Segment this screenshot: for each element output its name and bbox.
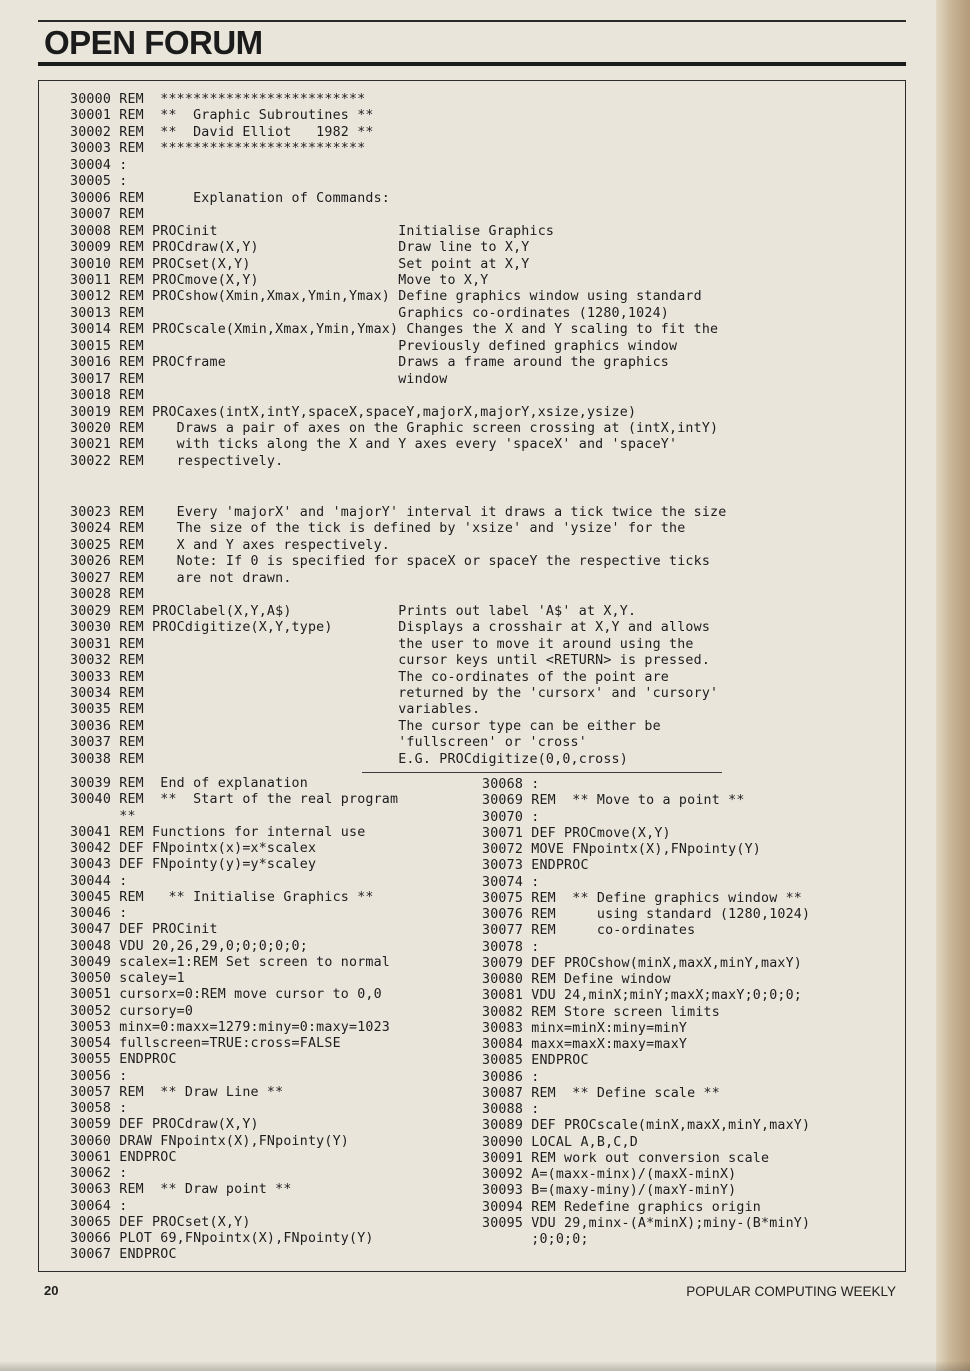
page-number: 20 [44,1283,59,1298]
code-line: 30033 REM The co-ordinates of the point are [70,669,669,685]
code-line: 30049 scalex=1:REM Set screen to normal [70,954,391,970]
code-line: 30070 : [482,809,540,825]
code-line: 30018 REM [70,388,144,404]
code-line: 30022 REM respectively. [70,453,284,469]
page-title: OPEN FORUM [44,24,263,61]
code-line: 30038 REM E.G. PROCdigitize(0,0,cross) [70,751,628,767]
publication-name: POPULAR COMPUTING WEEKLY [686,1284,896,1299]
code-line: 30035 REM variables. [70,702,481,718]
code-line: 30048 VDU 20,26,29,0;0;0;0;0; [70,938,308,954]
code-line: 30081 VDU 24,minX;minY;maxX;maxY;0;0;0; [482,988,803,1004]
code-line: 30023 REM Every 'majorX' and 'majorY' interval it draws a tick twice the size [70,505,727,520]
code-line: 30091 REM work out conversion scale [482,1150,770,1166]
code-line: 30066 PLOT 69,FNpointx(X),FNpointy(Y) [70,1231,374,1246]
code-line: 30054 fullscreen=TRUE:cross=FALSE [70,1036,341,1051]
code-line: 30093 B=(maxy-miny)/(maxY-minY) [482,1183,737,1199]
code-line: 30063 REM ** Draw point ** [70,1182,292,1198]
code-line: 30036 REM The cursor type can be either be [70,718,661,734]
code-line: 30017 REM window [70,371,448,387]
code-line: 30051 cursorx=0:REM move cursor to 0,0 [70,987,382,1003]
code-line: 30016 REM PROCframe Draws a frame around the graphics [70,355,669,371]
code-line: 30072 MOVE FNpointx(X),FNpointy(Y) [482,842,761,857]
code-line: 30045 REM ** Initialise Graphics ** [70,889,374,905]
code-line: 30015 REM Previously defined graphics window [70,338,678,354]
code-line: 30003 REM ************************* [70,141,366,157]
code-line: 30032 REM cursor keys until <RETURN> is pressed. [70,653,711,669]
code-line: 30046 : [70,906,128,921]
code-line: 30040 REM ** Start of the real program [70,792,399,808]
code-line: 30090 LOCAL A,B,C,D [482,1134,638,1150]
code-line: 30084 maxx=maxX:maxy=maxY [482,1037,688,1052]
code-line: 30012 REM PROCshow(Xmin,Xmax,Ymin,Ymax) Define graphics window using standard [70,289,702,305]
code-line: 30030 REM PROCdigitize(X,Y,type) Displays a crosshair at X,Y and allows [70,620,711,636]
code-line: 30010 REM PROCset(X,Y) Set point at X,Y [70,256,530,272]
bottom-shadow [0,1361,970,1371]
code-line: 30095 VDU 29,minx-(A*minX);miny-(B*minY) [482,1215,811,1231]
code-line: 30076 REM using standard (1280,1024) [482,907,811,922]
code-line: 30061 ENDPROC [70,1149,177,1165]
code-line: 30089 DEF PROCscale(minX,maxX,minY,maxY) [482,1118,811,1134]
code-line: 30037 REM 'fullscreen' or 'cross' [70,735,587,751]
code-line: 30029 REM PROClabel(X,Y,A$) Prints out label 'A$' at X,Y. [70,603,637,619]
code-line: 30073 ENDPROC [482,858,589,874]
code-line: 30055 ENDPROC [70,1052,177,1068]
code-line: 30053 minx=0:maxx=1279:miny=0:maxy=1023 [70,1019,391,1035]
code-line: 30020 REM Draws a pair of axes on the Graphic screen crossing at (intX,intY) [70,421,719,436]
code-line: ;0;0;0; [482,1232,589,1247]
code-line: 30074 : [482,874,540,890]
code-line: 30004 : [70,157,128,173]
code-line: 30094 REM Redefine graphics origin [482,1199,761,1215]
code-line: 30068 : [482,777,540,792]
code-line: 30007 REM [70,207,144,223]
code-line: 30056 : [70,1068,128,1084]
code-line: 30013 REM Graphics co-ordinates (1280,1024) [70,305,669,321]
code-line: 30024 REM The size of the tick is defined by 'xsize' and 'ysize' for the [70,521,686,537]
code-line: 30031 REM the user to move it around using the [70,636,694,652]
code-line: 30021 REM with ticks along the X and Y axes every 'spaceX' and 'spaceY' [70,437,678,453]
code-line: 30078 : [482,939,540,955]
code-line: 30044 : [70,873,128,889]
code-line: 30086 : [482,1069,540,1085]
code-line: ** [70,808,136,824]
code-line: 30052 cursory=0 [70,1003,194,1019]
code-line: 30001 REM ** Graphic Subroutines ** [70,108,374,124]
code-line: 30077 REM co-ordinates [482,923,696,939]
code-line: 30079 DEF PROCshow(minX,maxX,minY,maxY) [482,955,803,971]
code-line: 30075 REM ** Define graphics window ** [482,890,803,906]
code-line: 30008 REM PROCinit Initialise Graphics [70,223,555,239]
code-line: 30025 REM X and Y axes respectively. [70,537,391,553]
code-line: 30062 : [70,1166,128,1181]
code-line: 30085 ENDPROC [482,1053,589,1069]
code-line: 30050 scaley=1 [70,971,185,986]
code-line: 30041 REM Functions for internal use [70,824,366,840]
code-line: 30026 REM Note: If 0 is specified for spaceX or spaceY the respective ticks [70,554,711,570]
code-line: 30057 REM ** Draw Line ** [70,1084,284,1100]
code-line: 30064 : [70,1198,128,1214]
code-line: 30014 REM PROCscale(Xmin,Xmax,Ymin,Ymax) Changes the X and Y scaling to fit the [70,322,719,338]
code-line: 30027 REM are not drawn. [70,570,292,586]
code-line: 30058 : [70,1101,128,1116]
code-line: 30039 REM End of explanation [70,776,308,791]
code-line: 30069 REM ** Move to a point ** [482,793,745,809]
code-line: 30042 DEF FNpointx(x)=x*scalex [70,841,317,856]
code-line: 30060 DRAW FNpointx(X),FNpointy(Y) [70,1133,349,1149]
code-line: 30082 REM Store screen limits [482,1004,720,1020]
code-line: 30092 A=(maxx-minx)/(maxX-minX) [482,1167,737,1182]
code-line: 30011 REM PROCmove(X,Y) Move to X,Y [70,272,489,288]
code-line: 30002 REM ** David Elliot 1982 ** [70,124,374,140]
code-line: 30071 DEF PROCmove(X,Y) [482,825,671,841]
code-line: 30083 minx=minX:miny=minY [482,1020,688,1036]
code-line: 30059 DEF PROCdraw(X,Y) [70,1117,259,1133]
code-line: 30087 REM ** Define scale ** [482,1085,720,1101]
code-line: 30047 DEF PROCinit [70,922,218,938]
code-line: 30065 DEF PROCset(X,Y) [70,1214,251,1230]
code-line: 30043 DEF FNpointy(y)=y*scaley [70,857,317,873]
code-line: 30009 REM PROCdraw(X,Y) Draw line to X,Y [70,240,530,256]
code-line: 30067 ENDPROC [70,1247,177,1263]
code-line: 30005 : [70,174,128,190]
code-line: 30000 REM ************************* [70,92,366,107]
code-line: 30088 : [482,1102,540,1117]
code-line: 30028 REM [70,587,144,603]
code-line: 30006 REM Explanation of Commands: [70,190,391,206]
code-line: 30080 REM Define window [482,972,671,987]
code-line: 30019 REM PROCaxes(intX,intY,spaceX,spaceY,majorX,majorY,xsize,ysize) [70,404,637,420]
code-line: 30034 REM returned by the 'cursorx' and 'cursory' [70,685,719,701]
